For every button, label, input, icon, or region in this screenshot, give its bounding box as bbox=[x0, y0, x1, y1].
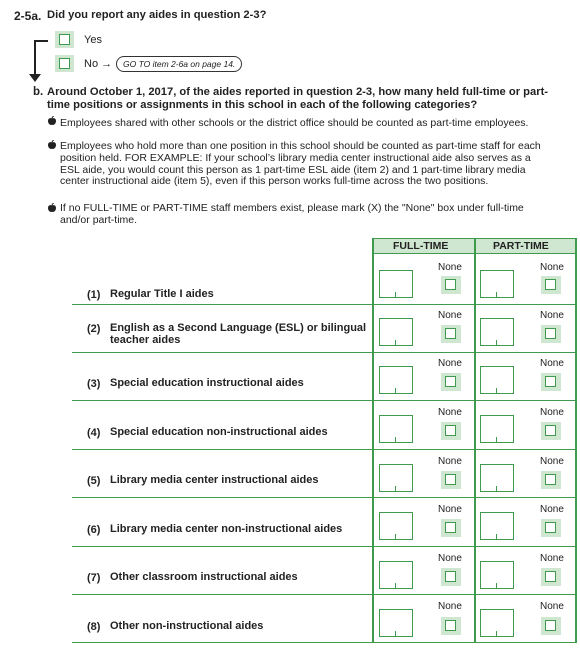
row-number: (5) bbox=[87, 475, 101, 487]
part-time-none-checkbox[interactable] bbox=[545, 522, 556, 533]
row-separator bbox=[72, 594, 577, 595]
full-time-none-checkbox[interactable] bbox=[445, 425, 456, 436]
none-checkbox-shade bbox=[441, 568, 461, 586]
no-checkbox-shade bbox=[55, 55, 74, 72]
none-label: None bbox=[540, 504, 564, 515]
column-divider bbox=[372, 238, 374, 642]
instruction-bullet-2: Employees who hold more than one position in this school should be counted as part-time staff for each position held. FOR EXAMPLE: If your school’s library media center instructional aide also serves as a ESL aide, you would count this person as 1 part-time ESL aide (item 2) and 1 part-time library media center instructional aide (item 5), even if this person works full-time across the two positions. bbox=[60, 140, 541, 188]
row-number: (4) bbox=[87, 427, 101, 439]
yes-label: Yes bbox=[84, 34, 102, 46]
none-label: None bbox=[438, 601, 462, 612]
part-time-none-checkbox[interactable] bbox=[545, 376, 556, 387]
none-label: None bbox=[438, 262, 462, 273]
none-label: None bbox=[540, 407, 564, 418]
full-time-count-input[interactable] bbox=[379, 512, 413, 540]
none-label: None bbox=[438, 407, 462, 418]
yes-checkbox[interactable] bbox=[59, 34, 70, 45]
full-time-count-input[interactable] bbox=[379, 464, 413, 492]
full-time-count-input[interactable] bbox=[379, 270, 413, 298]
none-checkbox-shade bbox=[541, 568, 561, 586]
row-separator bbox=[72, 352, 577, 353]
part-time-count-input[interactable] bbox=[480, 318, 514, 346]
part-time-count-input[interactable] bbox=[480, 561, 514, 589]
full-time-none-checkbox[interactable] bbox=[445, 571, 456, 582]
goto-instruction: GO TO item 2-6a on page 14. bbox=[116, 56, 242, 72]
full-time-none-checkbox[interactable] bbox=[445, 522, 456, 533]
none-label: None bbox=[438, 504, 462, 515]
row-label: Special education instructional aides bbox=[110, 377, 304, 389]
row-label: Special education non-instructional aides bbox=[110, 426, 328, 438]
full-time-count-input[interactable] bbox=[379, 318, 413, 346]
none-label: None bbox=[540, 553, 564, 564]
none-label: None bbox=[540, 601, 564, 612]
instruction-bullet-3: If no FULL-TIME or PART-TIME staff members exist, please mark (X) the "None" box under full-time and/or part-time. bbox=[60, 202, 524, 226]
part-time-count-input[interactable] bbox=[480, 464, 514, 492]
column-divider bbox=[575, 238, 577, 642]
part-time-none-checkbox[interactable] bbox=[545, 328, 556, 339]
none-label: None bbox=[540, 358, 564, 369]
none-checkbox-shade bbox=[541, 519, 561, 537]
question-text: Did you report any aides in question 2-3? bbox=[47, 9, 267, 21]
apple-bullet-icon bbox=[47, 140, 57, 150]
row-number: (7) bbox=[87, 572, 101, 584]
skip-bracket bbox=[34, 40, 48, 42]
full-time-count-input[interactable] bbox=[379, 415, 413, 443]
row-label: Other non-instructional aides bbox=[110, 620, 264, 632]
part-time-count-input[interactable] bbox=[480, 270, 514, 298]
skip-bracket-line bbox=[34, 40, 36, 76]
part-time-none-checkbox[interactable] bbox=[545, 620, 556, 631]
row-separator bbox=[72, 449, 577, 450]
full-time-count-input[interactable] bbox=[379, 561, 413, 589]
part-time-count-input[interactable] bbox=[480, 415, 514, 443]
none-label: None bbox=[438, 553, 462, 564]
row-label: Other classroom instructional aides bbox=[110, 571, 298, 583]
none-checkbox-shade bbox=[441, 471, 461, 489]
no-label: No → bbox=[84, 58, 113, 70]
full-time-count-input[interactable] bbox=[379, 366, 413, 394]
none-checkbox-shade bbox=[441, 325, 461, 343]
row-separator bbox=[72, 642, 577, 643]
none-label: None bbox=[438, 456, 462, 467]
full-time-count-input[interactable] bbox=[379, 609, 413, 637]
none-checkbox-shade bbox=[541, 325, 561, 343]
part-time-count-input[interactable] bbox=[480, 512, 514, 540]
none-checkbox-shade bbox=[441, 617, 461, 635]
row-number: (1) bbox=[87, 289, 101, 301]
full-time-none-checkbox[interactable] bbox=[445, 474, 456, 485]
none-label: None bbox=[438, 358, 462, 369]
row-label: Regular Title I aides bbox=[110, 288, 214, 300]
row-label: Library media center non-instructional aides bbox=[110, 523, 343, 535]
none-checkbox-shade bbox=[541, 617, 561, 635]
row-label: Library media center instructional aides bbox=[110, 474, 319, 486]
apple-bullet-icon bbox=[47, 203, 57, 213]
none-checkbox-shade bbox=[541, 422, 561, 440]
apple-bullet-icon bbox=[47, 116, 57, 126]
none-checkbox-shade bbox=[441, 519, 461, 537]
none-checkbox-shade bbox=[441, 373, 461, 391]
column-divider bbox=[474, 238, 476, 642]
part-time-none-checkbox[interactable] bbox=[545, 571, 556, 582]
row-number: (8) bbox=[87, 621, 101, 633]
none-checkbox-shade bbox=[541, 471, 561, 489]
none-checkbox-shade bbox=[441, 276, 461, 294]
part-time-header: PART-TIME bbox=[493, 240, 549, 252]
none-label: None bbox=[540, 310, 564, 321]
part-time-count-input[interactable] bbox=[480, 366, 514, 394]
row-separator bbox=[72, 304, 577, 305]
none-checkbox-shade bbox=[441, 422, 461, 440]
part-time-none-checkbox[interactable] bbox=[545, 425, 556, 436]
none-checkbox-shade bbox=[541, 373, 561, 391]
full-time-header: FULL-TIME bbox=[393, 240, 449, 252]
part-time-count-input[interactable] bbox=[480, 609, 514, 637]
full-time-none-checkbox[interactable] bbox=[445, 328, 456, 339]
full-time-none-checkbox[interactable] bbox=[445, 279, 456, 290]
none-label: None bbox=[438, 310, 462, 321]
row-number: (2) bbox=[87, 323, 101, 335]
row-label: English as a Second Language (ESL) or bilingual teacher aides bbox=[110, 322, 367, 346]
none-label: None bbox=[540, 262, 564, 273]
full-time-none-checkbox[interactable] bbox=[445, 376, 456, 387]
row-number: (6) bbox=[87, 524, 101, 536]
yes-checkbox-shade bbox=[55, 31, 74, 48]
row-separator bbox=[72, 497, 577, 498]
question-b-text: Around October 1, 2017, of the aides reported in question 2-3, how many held full-time or part-time positions or assignments in this school in each of the following categories? bbox=[47, 86, 549, 111]
down-arrow-icon bbox=[29, 74, 41, 82]
instruction-bullet-1: Employees shared with other schools or the district office should be counted as part-time employees. bbox=[60, 117, 529, 129]
none-checkbox-shade bbox=[541, 276, 561, 294]
full-time-none-checkbox[interactable] bbox=[445, 620, 456, 631]
no-checkbox[interactable] bbox=[59, 58, 70, 69]
part-time-none-checkbox[interactable] bbox=[545, 279, 556, 290]
row-number: (3) bbox=[87, 378, 101, 390]
row-separator bbox=[72, 546, 577, 547]
none-label: None bbox=[540, 456, 564, 467]
part-time-none-checkbox[interactable] bbox=[545, 474, 556, 485]
row-separator bbox=[72, 400, 577, 401]
question-number: 2-5a. bbox=[14, 9, 42, 23]
question-b-label: b. bbox=[33, 86, 44, 98]
